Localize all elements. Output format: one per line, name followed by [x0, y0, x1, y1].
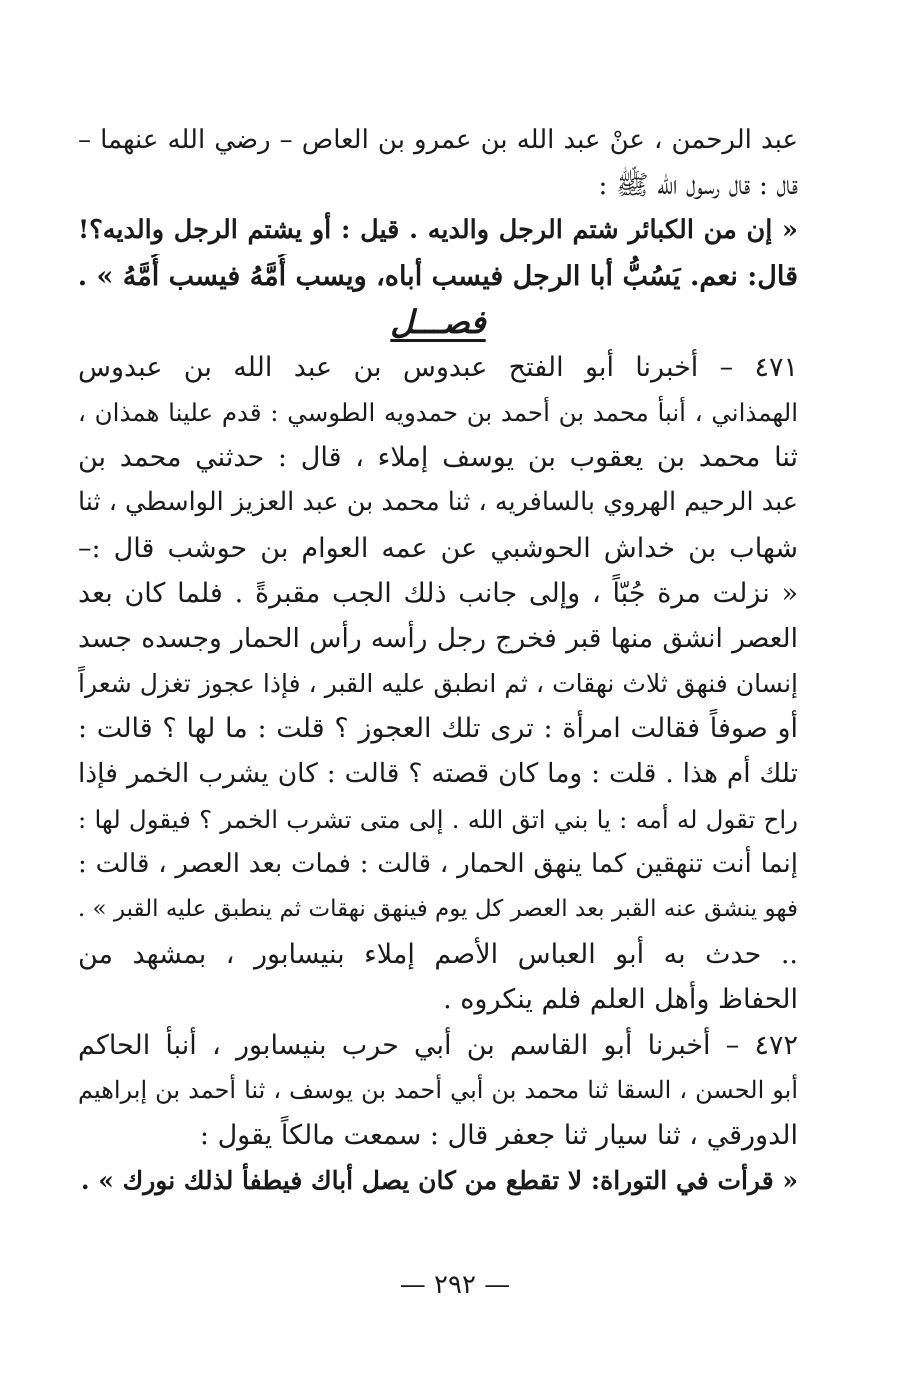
text-line: « نزلت مرة جُبّاً ، وإلى جانب ذلك الجب مقبرةً . فلما كان بعد	[78, 577, 798, 609]
text-line: فهو ينشق عنه القبر بعد العصر كل يوم فينهق نهقات ثم ينطبق عليه القبر » .	[78, 896, 798, 922]
text-line: الحفاظ وأهل العلم فلم ينكروه .	[443, 984, 798, 1016]
text-line: إنسان فنهق ثلاث نهقات ، ثم انطبق عليه القبر ، فإذا عجوز تغزل شعراً	[78, 669, 798, 699]
text-line: إنما أنت تنهقين كما ينهق الحمار ، قالت : فمات بعد العصر ، قالت :	[78, 848, 798, 879]
text-line: .. حدث به أبو العباس الأصم إملاء بنيسابور ، بمشهد من	[78, 939, 798, 971]
page-number: — ٢٩٢ —	[399, 1270, 511, 1300]
text-line: عبد الرحيم الهروي بالسافريه ، ثنا محمد بن عبد العزيز الواسطي ، ثنا	[78, 487, 798, 518]
text-line: تلك أم هذا . قلت : وما كان قصته ؟ قالت : كان يشرب الخمر فإذا	[78, 758, 798, 790]
text-line: راح تقول له أمه : يا بني اتق الله . إلى متى تشرب الخمر ؟ فيقول لها :	[78, 804, 798, 834]
quote-text-line: « قرأت في التوراة: لا تقطع من كان يصل أباك فيطفأ لذلك نورك » .	[80, 1166, 798, 1196]
text-line: أو صوفاً فقالت امرأة : ترى تلك العجوز ؟ قلت : ما لها ؟ قالت :	[78, 713, 798, 745]
hadith-text-line: قال: نعم. يَسُبُّ أبا الرجل فيسب أباه، ويسب أُمَّهُ فيسب أُمَّهُ » .	[78, 260, 798, 292]
page-body	[78, 118, 798, 1203]
hadith-text-line: « إن من الكبائر شتم الرجل والديه . قيل : أو يشتم الرجل والديه؟!	[78, 215, 798, 246]
text-line: الهمذاني ، أنبأ محمد بن أحمد بن حمدويه الطوسي : قدم علينا همذان ،	[78, 397, 798, 427]
text-line: ٤٧١ – أخبرنا أبو الفتح عبدوس بن عبد الله بن عبدوس	[78, 351, 798, 383]
text-line: ٤٧٢ – أخبرنا أبو القاسم بن أبي حرب بنيسابور ، أنبأ الحاكم	[78, 1029, 798, 1061]
text-line: عبد الرحمن ، عنْ عبد الله بن عمرو بن العاص – رضي الله عنهما –	[78, 125, 798, 155]
section-heading: فصـــل	[390, 302, 486, 341]
text-line: العصر انشق منها قبر فخرج رجل رأسه رأس الحمار وجسده جسد	[78, 622, 798, 654]
text-line: شهاب بن خداش الحوشبي عن عمه العوام بن حوشب قال :–	[78, 532, 798, 564]
text-line: أبو الحسن ، السقا ثنا محمد بن أبي أحمد بن يوسف ، ثنا أحمد بن إبراهيم	[78, 1075, 798, 1104]
text-line: قال : قال رسول الله ﷺ :	[598, 170, 798, 202]
text-line: الدورقي ، ثنا سيار ثنا جعفر قال : سمعت مالكاً يقول :	[199, 1119, 798, 1151]
text-line: ثنا محمد بن يعقوب بن يوسف إملاء ، قال : حدثني محمد بن	[78, 442, 798, 474]
